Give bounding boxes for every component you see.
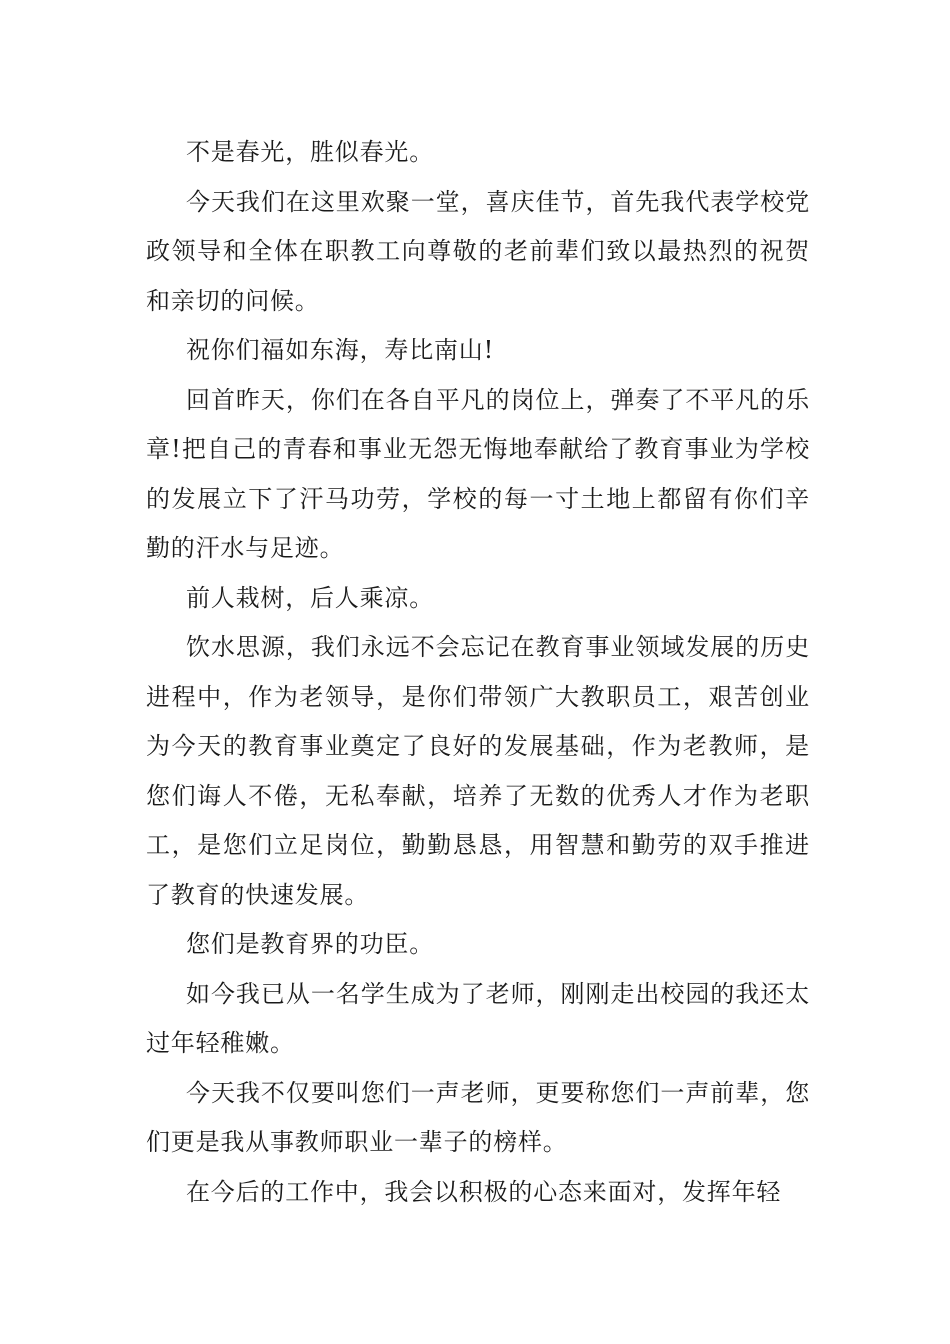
paragraph: 回首昨天，你们在各自平凡的岗位上，弹奏了不平凡的乐章!把自己的青春和事业无怨无悔地奉献给了教育事业为学校的发展立下了汗马功劳，学校的每一寸土地上都留有你们辛勤的汗水与足迹。 — [146, 385, 810, 562]
paragraph: 在今后的工作中，我会以积极的心态来面对，发挥年轻 — [186, 1177, 782, 1206]
paragraph: 如今我已从一名学生成为了老师，刚刚走出校园的我还太过年轻稚嫩。 — [146, 979, 810, 1057]
paragraph: 祝你们福如东海，寿比南山! — [186, 336, 495, 364]
paragraph: 饮水思源，我们永远不会忘记在教育事业领域发展的历史进程中，作为老领导，是你们带领广大教职员工，艰苦创业为今天的教育事业奠定了良好的发展基础，作为老教师，是您们诲人不倦，无私奉献，培养了无数的优秀人才作为老职工，是您们立足岗位，勤勤恳恳，用智慧和勤劳的双手推进了教育的快速发展。 — [146, 633, 810, 909]
paragraph: 前人栽树，后人乘凉。 — [186, 583, 434, 612]
paragraph: 您们是教育界的功臣。 — [186, 930, 434, 958]
paragraph: 不是春光，胜似春光。 — [186, 138, 434, 166]
paragraph: 今天我们在这里欢聚一堂，喜庆佳节，首先我代表学校党政领导和全体在职教工向尊敬的老前辈们致以最热烈的祝贺和亲切的问候。 — [146, 187, 810, 315]
document-body — [146, 128, 810, 1217]
paragraph: 今天我不仅要叫您们一声老师，更要称您们一声前辈，您们更是我从事教师职业一辈子的榜样。 — [146, 1078, 810, 1156]
